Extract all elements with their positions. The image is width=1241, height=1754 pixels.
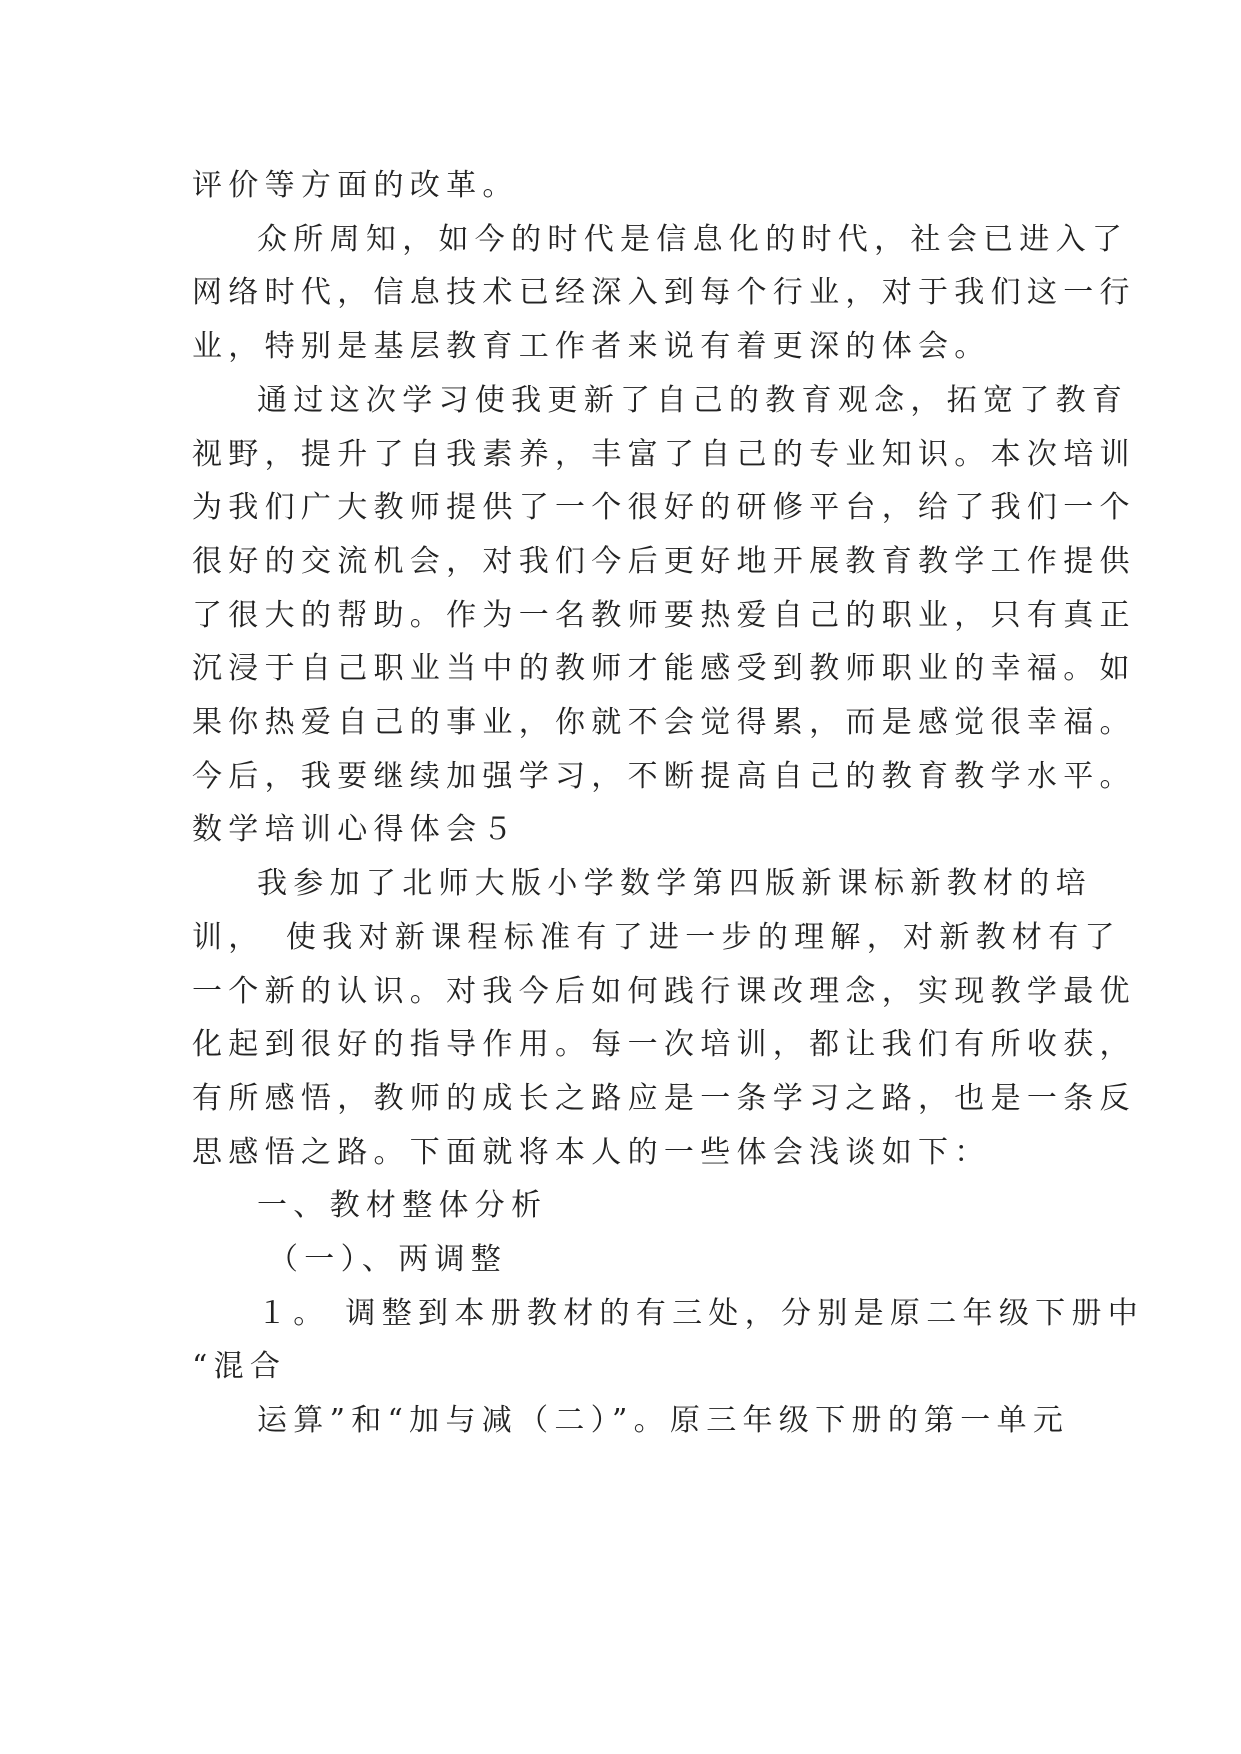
text-line-18: 有所感悟，教师的成长之路应是一条学习之路，也是一条反 bbox=[192, 1081, 1136, 1116]
text-line-2: 众所周知，如今的时代是信息化的时代，社会已进入了 bbox=[257, 222, 1129, 257]
section-heading: 数学培训心得体会５ bbox=[192, 812, 519, 847]
text-line-15: 训， 使我对新课程标准有了进一步的理解，对新教材有了 bbox=[192, 920, 1121, 955]
text-line-11: 果你热爱自己的事业，你就不会觉得累，而是感觉很幸福。 bbox=[192, 705, 1136, 740]
text-line-12: 今后，我要继续加强学习，不断提高自己的教育教学水平。 bbox=[192, 759, 1136, 794]
text-line-22: １。 调整到本册教材的有三处，分别是原二年级下册中 bbox=[257, 1296, 1145, 1331]
text-line-6: 视野，提升了自我素养，丰富了自己的专业知识。本次培训 bbox=[192, 437, 1136, 472]
text-line-19: 思感悟之路。下面就将本人的一些体会浅谈如下： bbox=[192, 1135, 991, 1170]
text-line-5: 通过这次学习使我更新了自己的教育观念，拓宽了教育 bbox=[257, 383, 1129, 418]
text-line-7: 为我们广大教师提供了一个很好的研修平台，给了我们一个 bbox=[192, 490, 1136, 525]
text-line-1: 评价等方面的改革。 bbox=[192, 168, 519, 203]
text-line-9: 了很大的帮助。作为一名教师要热爱自己的职业，只有真正 bbox=[192, 598, 1136, 633]
text-line-17: 化起到很好的指导作用。每一次培训，都让我们有所收获， bbox=[192, 1027, 1136, 1062]
text-line-24: 运算”和“加与减（二）”。原三年级下册的第一单元 bbox=[257, 1403, 1070, 1438]
text-line-3: 网络时代，信息技术已经深入到每个行业，对于我们这一行 bbox=[192, 275, 1136, 310]
text-line-14: 我参加了北师大版小学数学第四版新课标新教材的培 bbox=[257, 866, 1092, 901]
subheading-2: （一）、两调整 bbox=[268, 1242, 508, 1277]
text-line-23: “混合 bbox=[192, 1349, 287, 1384]
text-line-4: 业，特别是基层教育工作者来说有着更深的体会。 bbox=[192, 329, 991, 364]
text-line-10: 沉浸于自己职业当中的教师才能感受到教师职业的幸福。如 bbox=[192, 651, 1136, 686]
text-line-8: 很好的交流机会，对我们今后更好地开展教育教学工作提供 bbox=[192, 544, 1136, 579]
text-line-16: 一个新的认识。对我今后如何践行课改理念，实现教学最优 bbox=[192, 974, 1136, 1009]
subheading-1: 一、教材整体分析 bbox=[257, 1188, 548, 1223]
